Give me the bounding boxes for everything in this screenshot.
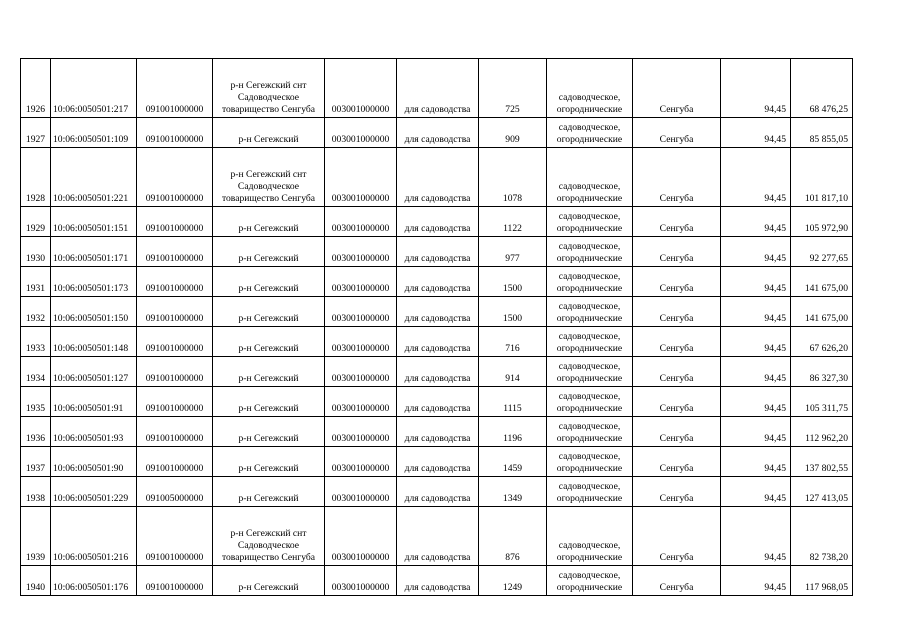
cadastral-number-cell: 10:06:0050501:93 (51, 417, 137, 447)
land-plots-table (20, 58, 853, 596)
cadastral-number-cell: 10:06:0050501:90 (51, 447, 137, 477)
cadastral-value-cell: 82 738,20 (791, 507, 853, 566)
cadastral-number-cell: 10:06:0050501:173 (51, 267, 137, 297)
location-line: Садоводческое (237, 540, 300, 551)
cadastral-value-cell: 127 413,05 (791, 477, 853, 507)
category-cell (547, 237, 633, 267)
row-number-cell: 1936 (21, 417, 51, 447)
oktmo-code-cell: 003001000000 (325, 507, 397, 566)
cadastral-number-cell: 10:06:0050501:151 (51, 207, 137, 237)
area-cell: 1115 (479, 387, 547, 417)
settlement-cell: Сенгуба (633, 59, 721, 118)
rate-cell: 94,45 (721, 118, 791, 148)
permitted-use-cell: для садоводства (397, 357, 479, 387)
location-cell (213, 118, 325, 148)
settlement-cell: Сенгуба (633, 118, 721, 148)
permitted-use-cell: для садоводства (397, 387, 479, 417)
okato-code-cell: 091001000000 (137, 118, 213, 148)
okato-code-cell: 091001000000 (137, 387, 213, 417)
category-line: садоводческое, (558, 271, 621, 282)
category-cell (547, 148, 633, 207)
okato-code-cell: 091001000000 (137, 447, 213, 477)
location-cell (213, 327, 325, 357)
category-cell (547, 357, 633, 387)
table-row (21, 267, 853, 297)
location-cell (213, 207, 325, 237)
table-row (21, 327, 853, 357)
cadastral-number-cell: 10:06:0050501:217 (51, 59, 137, 118)
category-line: садоводческое, (558, 391, 621, 402)
category-line: садоводческое, (558, 331, 621, 342)
location-line: р-н Сегежский снт (230, 80, 307, 91)
row-number-cell: 1935 (21, 387, 51, 417)
location-line: р-н Сегежский (238, 493, 299, 504)
oktmo-code-cell: 003001000000 (325, 387, 397, 417)
permitted-use-cell: для садоводства (397, 327, 479, 357)
row-number-cell: 1930 (21, 237, 51, 267)
area-cell: 909 (479, 118, 547, 148)
category-line: садоводческое, (558, 181, 621, 192)
oktmo-code-cell: 003001000000 (325, 327, 397, 357)
settlement-cell: Сенгуба (633, 477, 721, 507)
cadastral-number-cell: 10:06:0050501:229 (51, 477, 137, 507)
cadastral-value-cell: 105 311,75 (791, 387, 853, 417)
category-line: огороднические (556, 283, 623, 294)
cadastral-value-cell: 86 327,30 (791, 357, 853, 387)
category-cell (547, 267, 633, 297)
category-cell (547, 297, 633, 327)
cadastral-value-cell: 117 968,05 (791, 566, 853, 596)
row-number-cell: 1933 (21, 327, 51, 357)
rate-cell: 94,45 (721, 237, 791, 267)
okato-code-cell: 091001000000 (137, 148, 213, 207)
category-line: садоводческое, (558, 421, 621, 432)
area-cell: 1249 (479, 566, 547, 596)
okato-code-cell: 091001000000 (137, 357, 213, 387)
row-number-cell: 1928 (21, 148, 51, 207)
category-line: садоводческое, (558, 122, 621, 133)
category-cell (547, 327, 633, 357)
settlement-cell: Сенгуба (633, 566, 721, 596)
cadastral-number-cell: 10:06:0050501:150 (51, 297, 137, 327)
location-cell (213, 566, 325, 596)
oktmo-code-cell: 003001000000 (325, 297, 397, 327)
location-cell (213, 477, 325, 507)
category-line: огороднические (556, 104, 623, 115)
category-line: огороднические (556, 313, 623, 324)
area-cell: 1500 (479, 267, 547, 297)
category-line: огороднические (556, 463, 623, 474)
category-line: огороднические (556, 493, 623, 504)
table-row (21, 148, 853, 207)
table-row (21, 118, 853, 148)
cadastral-number-cell: 10:06:0050501:91 (51, 387, 137, 417)
cadastral-number-cell: 10:06:0050501:171 (51, 237, 137, 267)
location-cell (213, 148, 325, 207)
area-cell: 1196 (479, 417, 547, 447)
category-line: огороднические (556, 253, 623, 264)
row-number-cell: 1926 (21, 59, 51, 118)
table-row (21, 477, 853, 507)
table-row (21, 447, 853, 477)
location-line: р-н Сегежский (238, 343, 299, 354)
category-line: садоводческое, (558, 241, 621, 252)
cadastral-value-cell: 112 962,20 (791, 417, 853, 447)
area-cell: 876 (479, 507, 547, 566)
location-line: р-н Сегежский (238, 283, 299, 294)
settlement-cell: Сенгуба (633, 327, 721, 357)
row-number-cell: 1929 (21, 207, 51, 237)
settlement-cell: Сенгуба (633, 447, 721, 477)
permitted-use-cell: для садоводства (397, 118, 479, 148)
oktmo-code-cell: 003001000000 (325, 237, 397, 267)
category-line: огороднические (556, 193, 623, 204)
area-cell: 1500 (479, 297, 547, 327)
category-line: огороднические (556, 552, 623, 563)
settlement-cell: Сенгуба (633, 237, 721, 267)
area-cell: 1078 (479, 148, 547, 207)
table-row (21, 297, 853, 327)
category-line: садоводческое, (558, 211, 621, 222)
cadastral-number-cell: 10:06:0050501:216 (51, 507, 137, 566)
row-number-cell: 1932 (21, 297, 51, 327)
oktmo-code-cell: 003001000000 (325, 207, 397, 237)
oktmo-code-cell: 003001000000 (325, 477, 397, 507)
cadastral-value-cell: 67 626,20 (791, 327, 853, 357)
location-cell (213, 267, 325, 297)
row-number-cell: 1940 (21, 566, 51, 596)
location-line: Садоводческое (237, 92, 300, 103)
rate-cell: 94,45 (721, 327, 791, 357)
settlement-cell: Сенгуба (633, 357, 721, 387)
location-line: товарищество Сенгуба (221, 104, 316, 115)
oktmo-code-cell: 003001000000 (325, 417, 397, 447)
oktmo-code-cell: 003001000000 (325, 59, 397, 118)
category-cell (547, 59, 633, 118)
location-line: р-н Сегежский (238, 403, 299, 414)
location-cell (213, 417, 325, 447)
rate-cell: 94,45 (721, 417, 791, 447)
table-row (21, 417, 853, 447)
table-row (21, 566, 853, 596)
cadastral-value-cell: 92 277,65 (791, 237, 853, 267)
permitted-use-cell: для садоводства (397, 207, 479, 237)
settlement-cell: Сенгуба (633, 267, 721, 297)
rate-cell: 94,45 (721, 447, 791, 477)
category-line: огороднические (556, 433, 623, 444)
okato-code-cell: 091001000000 (137, 59, 213, 118)
cadastral-value-cell: 137 802,55 (791, 447, 853, 477)
location-line: товарищество Сенгуба (221, 193, 316, 204)
category-cell (547, 566, 633, 596)
oktmo-code-cell: 003001000000 (325, 357, 397, 387)
permitted-use-cell: для садоводства (397, 148, 479, 207)
category-cell (547, 387, 633, 417)
cadastral-value-cell: 85 855,05 (791, 118, 853, 148)
area-cell: 1349 (479, 477, 547, 507)
oktmo-code-cell: 003001000000 (325, 148, 397, 207)
category-line: огороднические (556, 582, 623, 593)
area-cell: 1122 (479, 207, 547, 237)
cadastral-value-cell: 105 972,90 (791, 207, 853, 237)
table-row (21, 207, 853, 237)
location-line: р-н Сегежский (238, 373, 299, 384)
location-line: р-н Сегежский снт (230, 528, 307, 539)
category-line: садоводческое, (558, 301, 621, 312)
location-cell (213, 387, 325, 417)
cadastral-value-cell: 141 675,00 (791, 267, 853, 297)
category-line: огороднические (556, 343, 623, 354)
rate-cell: 94,45 (721, 59, 791, 118)
okato-code-cell: 091005000000 (137, 477, 213, 507)
location-cell (213, 357, 325, 387)
location-line: р-н Сегежский (238, 253, 299, 264)
rate-cell: 94,45 (721, 207, 791, 237)
table-row (21, 357, 853, 387)
area-cell: 977 (479, 237, 547, 267)
category-cell (547, 447, 633, 477)
cadastral-number-cell: 10:06:0050501:148 (51, 327, 137, 357)
settlement-cell: Сенгуба (633, 297, 721, 327)
location-line: р-н Сегежский (238, 582, 299, 593)
location-cell (213, 237, 325, 267)
category-cell (547, 507, 633, 566)
okato-code-cell: 091001000000 (137, 207, 213, 237)
area-cell: 716 (479, 327, 547, 357)
category-line: садоводческое, (558, 361, 621, 372)
location-line: р-н Сегежский снт (230, 169, 307, 180)
permitted-use-cell: для садоводства (397, 447, 479, 477)
row-number-cell: 1939 (21, 507, 51, 566)
location-line: р-н Сегежский (238, 223, 299, 234)
cadastral-number-cell: 10:06:0050501:221 (51, 148, 137, 207)
oktmo-code-cell: 003001000000 (325, 118, 397, 148)
category-line: огороднические (556, 373, 623, 384)
table-row (21, 387, 853, 417)
permitted-use-cell: для садоводства (397, 417, 479, 447)
rate-cell: 94,45 (721, 387, 791, 417)
settlement-cell: Сенгуба (633, 148, 721, 207)
category-cell (547, 477, 633, 507)
rate-cell: 94,45 (721, 267, 791, 297)
oktmo-code-cell: 003001000000 (325, 267, 397, 297)
category-line: садоводческое, (558, 540, 621, 551)
location-cell (213, 507, 325, 566)
cadastral-number-cell: 10:06:0050501:176 (51, 566, 137, 596)
permitted-use-cell: для садоводства (397, 566, 479, 596)
area-cell: 1459 (479, 447, 547, 477)
oktmo-code-cell: 003001000000 (325, 566, 397, 596)
permitted-use-cell: для садоводства (397, 237, 479, 267)
category-line: садоводческое, (558, 451, 621, 462)
table-body (21, 59, 853, 596)
okato-code-cell: 091001000000 (137, 297, 213, 327)
location-line: товарищество Сенгуба (221, 552, 316, 563)
location-line: р-н Сегежский (238, 433, 299, 444)
permitted-use-cell: для садоводства (397, 477, 479, 507)
category-line: огороднические (556, 403, 623, 414)
rate-cell: 94,45 (721, 507, 791, 566)
row-number-cell: 1931 (21, 267, 51, 297)
cadastral-value-cell: 68 476,25 (791, 59, 853, 118)
row-number-cell: 1934 (21, 357, 51, 387)
rate-cell: 94,45 (721, 566, 791, 596)
rate-cell: 94,45 (721, 477, 791, 507)
location-line: р-н Сегежский (238, 463, 299, 474)
oktmo-code-cell: 003001000000 (325, 447, 397, 477)
okato-code-cell: 091001000000 (137, 566, 213, 596)
location-cell (213, 447, 325, 477)
category-line: садоводческое, (558, 570, 621, 581)
okato-code-cell: 091001000000 (137, 327, 213, 357)
cadastral-number-cell: 10:06:0050501:109 (51, 118, 137, 148)
okato-code-cell: 091001000000 (137, 267, 213, 297)
permitted-use-cell: для садоводства (397, 507, 479, 566)
area-cell: 725 (479, 59, 547, 118)
table-row (21, 59, 853, 118)
okato-code-cell: 091001000000 (137, 507, 213, 566)
category-line: садоводческое, (558, 481, 621, 492)
category-cell (547, 417, 633, 447)
permitted-use-cell: для садоводства (397, 267, 479, 297)
rate-cell: 94,45 (721, 148, 791, 207)
area-cell: 914 (479, 357, 547, 387)
category-line: огороднические (556, 134, 623, 145)
location-cell (213, 297, 325, 327)
row-number-cell: 1938 (21, 477, 51, 507)
location-line: р-н Сегежский (238, 134, 299, 145)
cadastral-number-cell: 10:06:0050501:127 (51, 357, 137, 387)
settlement-cell: Сенгуба (633, 387, 721, 417)
settlement-cell: Сенгуба (633, 417, 721, 447)
location-cell (213, 59, 325, 118)
cadastral-value-cell: 101 817,10 (791, 148, 853, 207)
row-number-cell: 1927 (21, 118, 51, 148)
row-number-cell: 1937 (21, 447, 51, 477)
settlement-cell: Сенгуба (633, 507, 721, 566)
category-line: огороднические (556, 223, 623, 234)
table-row (21, 507, 853, 566)
settlement-cell: Сенгуба (633, 207, 721, 237)
permitted-use-cell: для садоводства (397, 297, 479, 327)
cadastral-value-cell: 141 675,00 (791, 297, 853, 327)
okato-code-cell: 091001000000 (137, 237, 213, 267)
okato-code-cell: 091001000000 (137, 417, 213, 447)
category-line: садоводческое, (558, 92, 621, 103)
category-cell (547, 207, 633, 237)
table-row (21, 237, 853, 267)
permitted-use-cell: для садоводства (397, 59, 479, 118)
location-line: Садоводческое (237, 181, 300, 192)
location-line: р-н Сегежский (238, 313, 299, 324)
rate-cell: 94,45 (721, 357, 791, 387)
rate-cell: 94,45 (721, 297, 791, 327)
category-cell (547, 118, 633, 148)
